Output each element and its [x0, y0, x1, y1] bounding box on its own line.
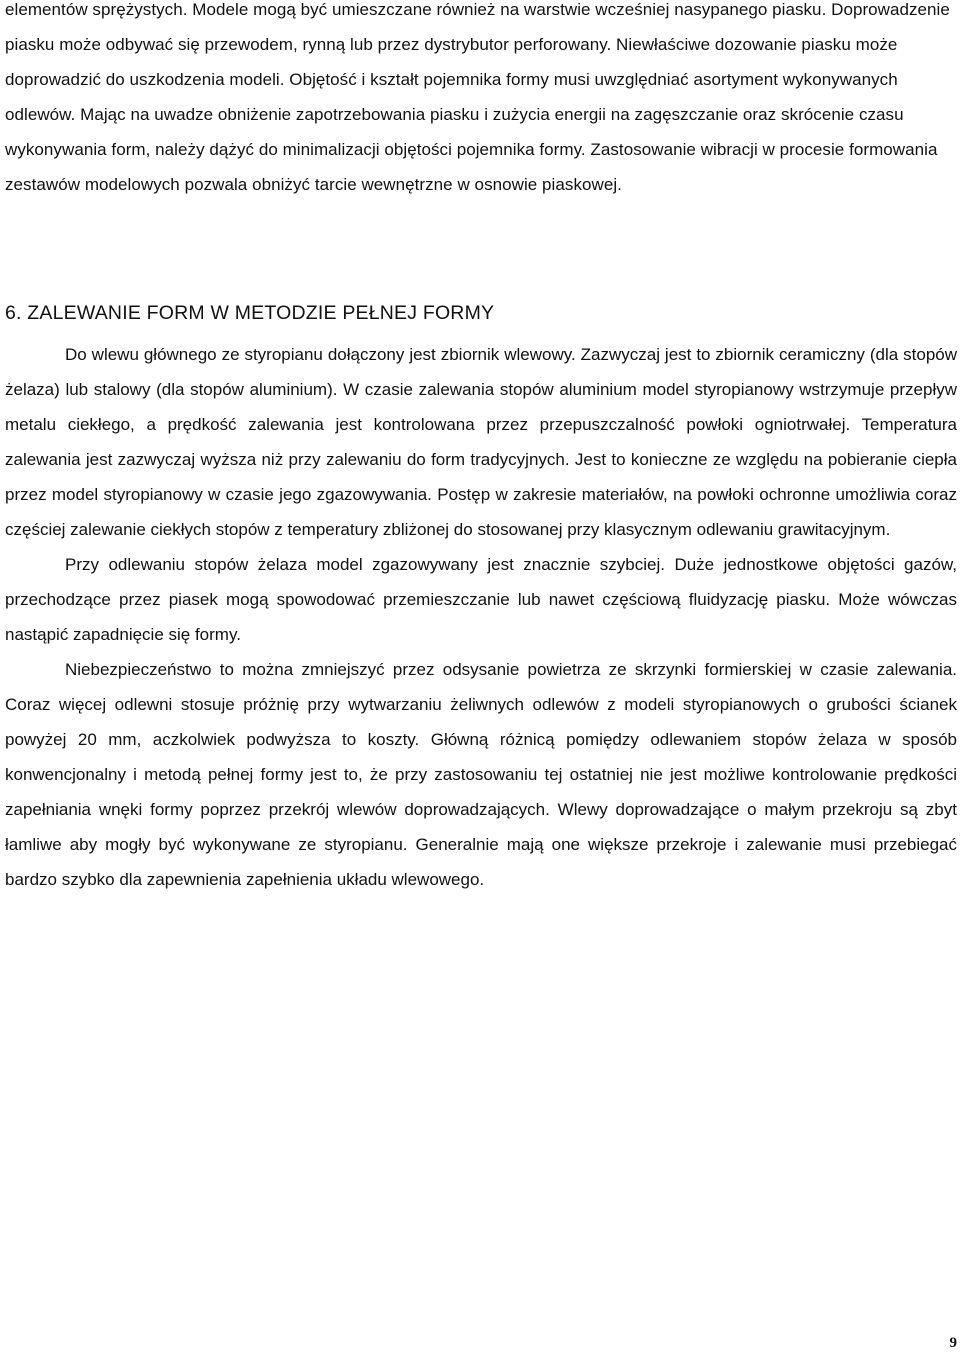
paragraph-pouring-3: Niebezpieczeństwo to można zmniejszyć przez odsysanie powietrza ze skrzynki formierskiej w czasie zalewania. Coraz więcej odlewni stosuje próżnię przy wytwarzaniu żeliwnych odlewów z modeli styropianowych o grubości ścianek powyżej 20 mm, aczkolwiek podwyższa to koszty. Główną różnicą pomiędzy odlewaniem stopów żelaza w sposób konwencjonalny i metodą pełnej formy jest to, że przy zastosowaniu tej ostatniej nie jest możliwe kontrolowanie prędkości zapełniania wnęki formy poprzez przekrój wlewów doprowadzających. Wlewy doprowadzające o małym przekroju są zbyt łamliwe aby mogły być wykonywane ze styropianu. Generalnie mają one większe przekroje i zalewanie musi przebiegać bardzo szybko dla zapewnienia zapełnienia układu wlewowego. [5, 660, 957, 889]
section-heading: 6. ZALEWANIE FORM W METODZIE PEŁNEJ FORMY [5, 302, 495, 324]
paragraph-intro: elementów sprężystych. Modele mogą być umieszczane również na warstwie wcześniej nasypanego piasku. Doprowadzenie piasku może odbywać się przewodem, rynną lub przez dystrybutor perforowany. Niewłaściwe dozowanie piasku może doprowadzić do uszkodzenia modeli. Objętość i kształt pojemnika formy musi uwzględniać asortyment wykonywanych odlewów. Mając na uwadze obniżenie zapotrzebowania piasku i zużycia energii na zagęszczanie oraz skrócenie czasu wykonywania form, należy dążyć do minimalizacji objętości pojemnika formy. Zastosowanie wibracji w procesie formowania zestawów modelowych pozwala obniżyć tarcie wewnętrzne w osnowie piaskowej. [5, 0, 950, 194]
paragraph-pouring-1: Do wlewu głównego ze styropianu dołączony jest zbiornik wlewowy. Zazwyczaj jest to zbiornik ceramiczny (dla stopów żelaza) lub stalowy (dla stopów aluminium). W czasie zalewania stopów aluminium model styropianowy wstrzymuje przepływ metalu ciekłego, a prędkość zalewania jest kontrolowana przez przepuszczalność powłoki ogniotrwałej. Temperatura zalewania jest zazwyczaj wyższa niż przy zalewaniu do form tradycyjnych. Jest to konieczne ze względu na pobieranie ciepła przez model styropianowy w czasie jego zgazowywania. Postęp w zakresie materiałów, na powłoki ochronne umożliwia coraz częściej zalewanie ciekłych stopów z temperatury zbliżonej do stosowanej przy klasycznym odlewaniu grawitacyjnym. [5, 345, 957, 539]
page-number: 9 [949, 1335, 957, 1351]
paragraph-pouring-2: Przy odlewaniu stopów żelaza model zgazowywany jest znacznie szybciej. Duże jednostkowe objętości gazów, przechodzące przez piasek mogą spowodować przemieszczanie lub nawet częściową fluidyzację piasku. Może wówczas nastąpić zapadnięcie się formy. [5, 555, 957, 644]
section-body [5, 337, 957, 897]
